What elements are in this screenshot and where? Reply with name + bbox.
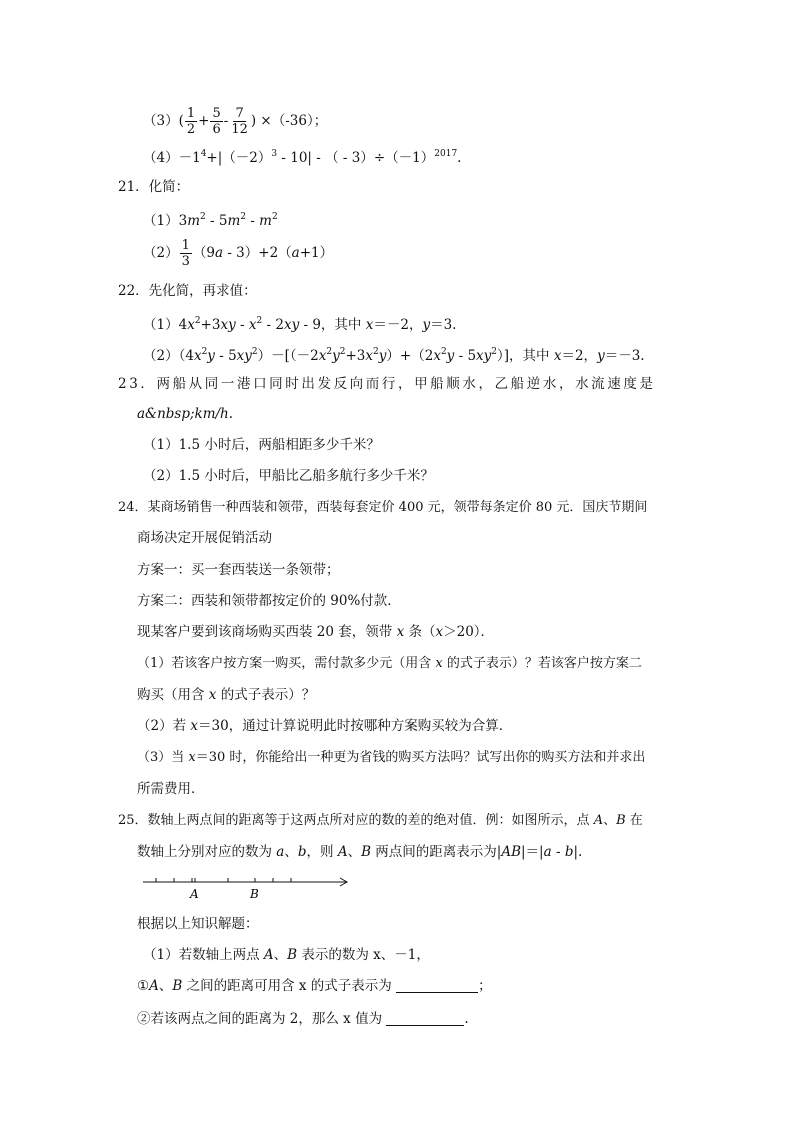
question-21-1: $(1)3m^2 - 5m^2 - m^2$: [143, 212, 278, 229]
question-23-line1: 23．两船从同一港口同时出发反向而行，甲船顺水，乙船逆水，水流速度是: [118, 376, 656, 392]
fraction-1-3: $\frac{1}{3}$: [181, 238, 190, 269]
question-25-1: （1）若数轴上两点 A、B 表示的数为 x、－1，: [143, 947, 430, 963]
question-25-line1: 25．数轴上两点间的距离等于这两点所对应的数的差的绝对值．例：如图所示，点 A、B 在: [118, 813, 643, 828]
question-24-plan1: 方案一：买一套西装送一条领带；: [137, 562, 340, 578]
number-line-figure: [143, 874, 353, 904]
question-24-line1: 24．某商场销售一种西装和领带，西装每套定价 400 元，领带每条定价 80 元．国庆节期间: [118, 500, 648, 515]
problem-20-4: $(4)-1^4+|(-2)^3 - 10|$ - （ - $3)\div(-1)^{2017}$.: [143, 149, 462, 166]
question-24-3-line1: （3）当 x＝30 时，你能给出一种更为省钱的购买方法吗？试写出你的购买方法和并求出: [137, 750, 646, 765]
question-23-2: （2）1.5 小时后，甲船比乙船多航行多少千米？: [143, 468, 434, 484]
question-21-2: （2） $\frac{1}{3}$ （9a - 3）+2（a+1）: [143, 238, 334, 269]
question-22-1: $(1)4x^2+3xy - x^2 - 2xy - 9$，其中 x＝－2，y＝3.: [143, 316, 457, 333]
question-22-title: 22．先化简，再求值：: [118, 283, 257, 299]
question-21-title: 21．化简：: [118, 179, 190, 195]
question-25-1-b: ②若该两点之间的距离为 2，那么 x 值为 .: [137, 1011, 469, 1027]
question-25-line3: 根据以上知识解题：: [137, 916, 259, 932]
answer-blank-2[interactable]: [386, 1025, 464, 1026]
question-24-plan2: 方案二：西装和领带都按定价的 90%付款．: [137, 593, 401, 609]
question-24-2: （2）若 x＝30，通过计算说明此时按哪种方案购买较为合算．: [137, 718, 513, 734]
question-25-line2: 数轴上分别对应的数为 a、b，则 A、B 两点间的距离表示为|AB|＝|a - b|.: [137, 844, 583, 860]
question-25-1-a: ①A、B 之间的距离可用含 x 的式子表示为 ；: [137, 978, 492, 994]
question-22-2: $(2)(4x^2y - 5xy^2)-[(-2x^2y^2+3x^2y)+(2x^2y - 5xy^2)]$，其中 x＝2，y＝－3.: [143, 347, 645, 364]
point-B-label: B: [250, 887, 259, 901]
question-23-line2: a&nbsp;km/h.: [137, 406, 234, 422]
answer-blank-1[interactable]: [396, 992, 478, 993]
question-23-1: （1）1.5 小时后，两船相距多少千米？: [143, 437, 380, 453]
problem-20-3: （3）( $\frac{1}{2}$ + $\frac{5}{6}$ - $\frac{7}{12}$ ) ×（-36）；: [143, 106, 328, 137]
fraction-1-2: $\frac{1}{2}$: [186, 106, 196, 137]
question-24-setup: 现某客户要到该商场购买西装 20 套，领带 x 条（x＞20）．: [137, 624, 495, 640]
fraction-7-12: $\frac{7}{12}$: [231, 106, 248, 137]
question-24-line2: 商场决定开展促销活动: [137, 530, 272, 546]
question-24-1-line2: 购买（用含 x 的式子表示）？: [137, 687, 316, 703]
question-24-1-line1: （1）若该客户按方案一购买，需付款多少元（用含 x 的式子表示）？若该客户按方案二: [137, 656, 642, 671]
fraction-5-6: $\frac{5}{6}$: [212, 106, 221, 137]
question-24-3-line2: 所需费用．: [137, 781, 205, 797]
point-A-label: A: [190, 887, 199, 901]
